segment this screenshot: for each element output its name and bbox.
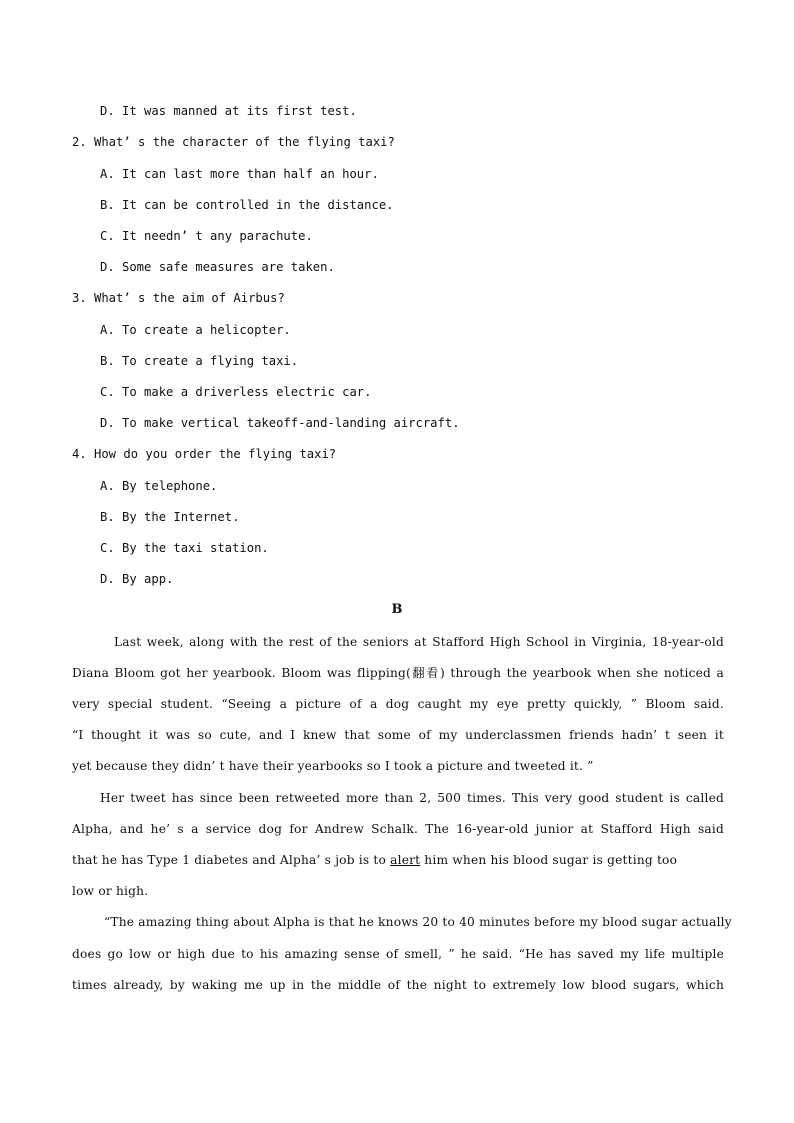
passage-line: times already, by waking me up in the middle of the night to extremely low blood sugars, which [72,978,724,992]
q1-option-d: D. It was manned at its first test. [100,104,357,118]
q4-option-b: B. By the Internet. [100,510,240,524]
q4-option-d: D. By app. [100,572,174,586]
question-4-stem: 4. How do you order the flying taxi? [72,447,337,461]
underlined-word-alert: alert [390,853,421,867]
q3-option-d: D. To make vertical takeoff-and-landing aircraft. [100,416,460,430]
q3-option-a: A. To create a helicopter. [100,323,291,337]
q4-option-a: A. By telephone. [100,479,218,493]
q4-option-c: C. By the taxi station. [100,541,269,555]
q3-option-c: C. To make a driverless electric car. [100,385,372,399]
q2-option-a: A. It can last more than half an hour. [100,167,379,181]
q2-option-b: B. It can be controlled in the distance. [100,198,394,212]
passage-line: “The amazing thing about Alpha is that he knows 20 to 40 minutes before my blood sugar actually [104,915,732,929]
passage-line: Her tweet has since been retweeted more than 2, 500 times. This very good student is called [100,791,724,805]
q3-option-b: B. To create a flying taxi. [100,354,299,368]
q2-option-d: D. Some safe measures are taken. [100,260,335,274]
passage-line: does go low or high due to his amazing sense of smell, ” he said. “He has saved my life multiple [72,947,724,961]
passage-line: yet because they didn’ t have their yearbooks so I took a picture and tweeted it. ” [72,759,594,773]
passage-line: low or high. [72,884,149,898]
passage-line: “I thought it was so cute, and I knew that some of my underclassmen friends hadn’ t seen it [72,728,724,742]
question-2-stem: 2. What’ s the character of the flying taxi? [72,135,395,149]
passage-line [72,852,724,868]
section-heading-b: B [391,602,403,617]
passage-line: very special student. “Seeing a picture of a dog caught my eye pretty quickly, ” Bloom said. [72,697,724,711]
passage-text: that he has Type 1 diabetes and Alpha’ s job is to [72,853,391,867]
passage-line: Diana Bloom got her yearbook. Bloom was flipping(翻看) through the yearbook when she noticed a [72,666,724,680]
passage-text: him when his blood sugar is getting too [420,853,678,867]
question-3-stem: 3. What’ s the aim of Airbus? [72,291,285,305]
q2-option-c: C. It needn’ t any parachute. [100,229,313,243]
passage-line: Alpha, and he’ s a service dog for Andrew Schalk. The 16-year-old junior at Stafford High said [72,822,724,836]
passage-line: Last week, along with the rest of the seniors at Stafford High School in Virginia, 18-year-old [114,635,724,649]
